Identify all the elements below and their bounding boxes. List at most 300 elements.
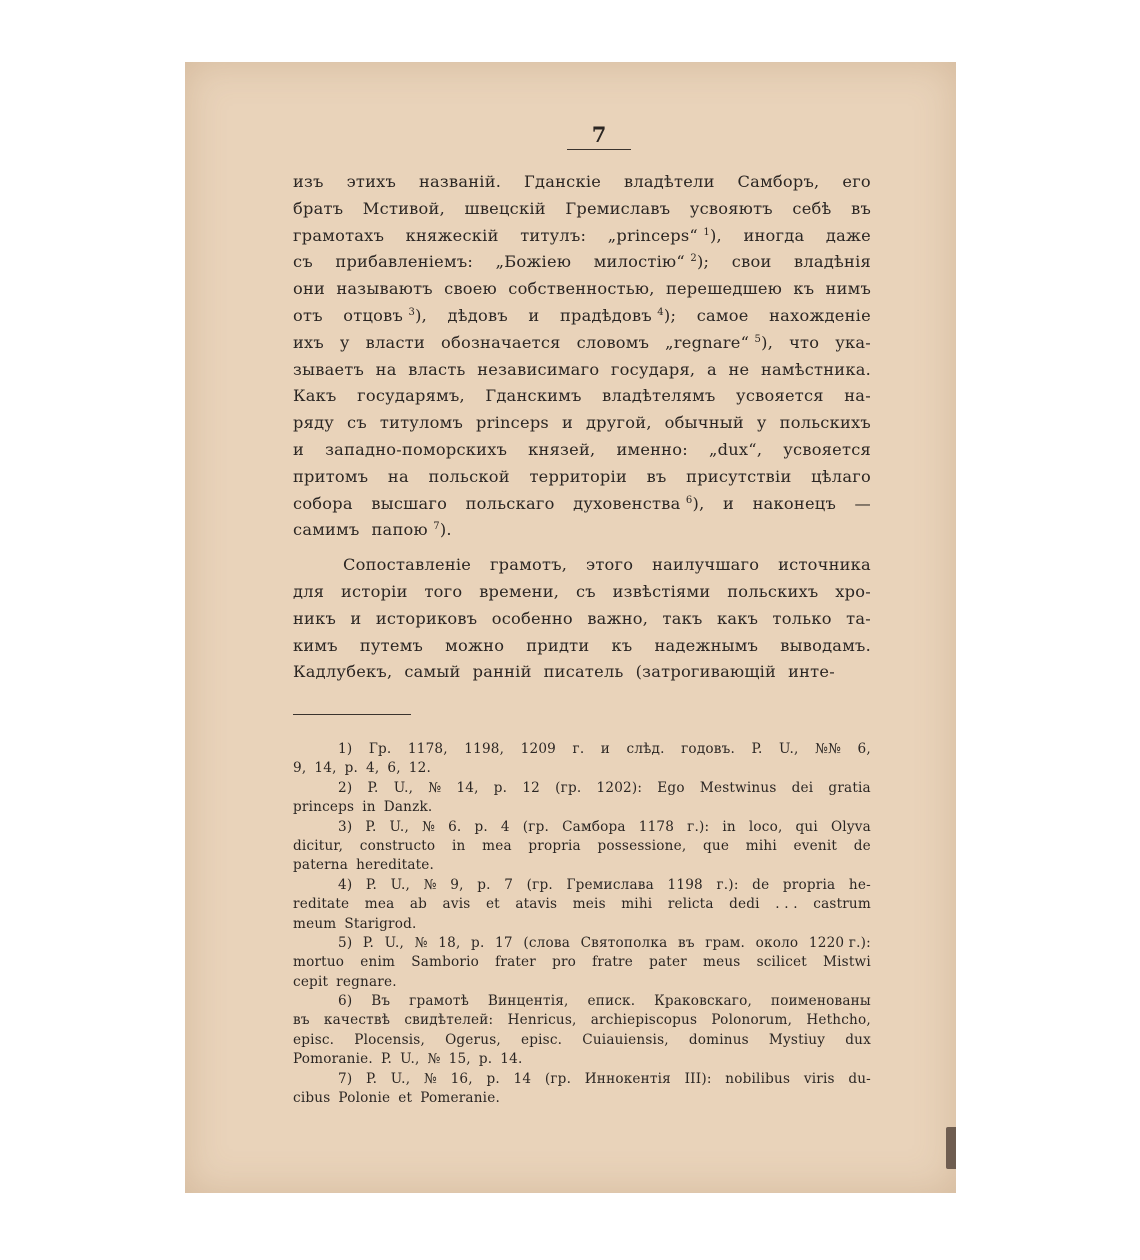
footnote-word: viris	[803, 1070, 835, 1087]
text-line	[293, 196, 871, 223]
footnote-word: №	[423, 1070, 437, 1087]
footnote-word: годовъ.	[681, 741, 735, 757]
text-word: именно:	[616, 439, 688, 459]
text-word: у	[756, 413, 767, 433]
footnote-word: cibus	[293, 1090, 331, 1107]
text-word: отъ	[293, 305, 323, 325]
footnote-word: P.	[362, 934, 375, 951]
footnote-word: 1)	[338, 741, 353, 757]
text-word: прадѣдовъ $^4$);	[559, 305, 677, 325]
text-word: государя,	[610, 359, 696, 379]
footnote-word: Ogerus,	[445, 1031, 501, 1048]
text-word: на	[387, 466, 409, 486]
footnote-word: p.	[344, 760, 359, 777]
footnote-word: enim	[360, 954, 396, 971]
text-line	[293, 517, 871, 544]
text-word: даже	[825, 225, 871, 245]
text-word: владѣтели	[624, 172, 715, 191]
footnote-word: et	[398, 1090, 413, 1107]
footnote-line	[293, 818, 871, 837]
footnote-word: 12	[522, 779, 541, 796]
text-word: этихъ	[346, 172, 397, 191]
text-line	[293, 552, 871, 579]
text-word: прибавленіемъ:	[335, 252, 474, 272]
footnote-word: 1198	[667, 876, 703, 893]
footnote-word: U.,	[393, 779, 414, 796]
footnote-line	[293, 895, 871, 914]
footnote-word: de	[853, 837, 871, 854]
text-word: владѣнія	[794, 252, 871, 272]
text-word: польскихъ	[727, 581, 819, 601]
footnote-word: U.,	[384, 934, 405, 951]
footnote-word: качествѣ	[323, 1012, 391, 1029]
text-word: ука-	[835, 332, 871, 352]
text-word: важно,	[587, 608, 649, 628]
footnote-word: episc.	[293, 1031, 335, 1048]
text-line	[293, 357, 871, 384]
footnote-word: Polonie	[338, 1090, 391, 1107]
footnote-word: Cuiauiensis,	[582, 1031, 669, 1048]
footnote-word: Henricus,	[507, 1012, 577, 1029]
text-word: польской	[428, 466, 510, 486]
text-line	[293, 491, 871, 518]
footnote-word: 18,	[438, 934, 461, 951]
footnote-line	[293, 837, 871, 856]
text-word: путемъ	[359, 635, 424, 655]
text-word: Самборъ,	[737, 172, 820, 191]
footnote-word: Ego	[657, 779, 685, 796]
footnote-word: Plocensis,	[354, 1031, 425, 1048]
text-word: —	[854, 493, 871, 513]
footnote-word: 14,	[314, 760, 337, 777]
footnote-line	[293, 876, 871, 895]
footnote-word: 17	[495, 934, 513, 951]
text-word: обозначается	[440, 332, 561, 352]
text-word: источника	[778, 555, 871, 575]
footnote-line	[293, 740, 871, 759]
footnote-word: Самбора	[562, 818, 626, 835]
footnote-word: свидѣтелей:	[404, 1012, 494, 1029]
footnote-word: scilicet	[756, 954, 807, 971]
text-word: польскихъ	[779, 413, 871, 433]
text-word: самый	[404, 662, 461, 682]
text-line	[293, 633, 871, 660]
footnote-word: 7)	[338, 1070, 353, 1087]
footnote-word: U.,	[400, 1051, 420, 1068]
text-word: владѣтелямъ	[602, 386, 716, 406]
text-word: швецскій	[464, 198, 546, 218]
footnote-word: he-	[848, 876, 871, 893]
footnote-word: Mystiuy	[768, 1031, 826, 1048]
text-word: съ	[347, 413, 367, 433]
footnote-word: frater	[495, 954, 536, 971]
text-word: къ	[611, 635, 633, 655]
footnote-word: dedi	[729, 896, 760, 913]
footnote-word: Danzk.	[383, 799, 433, 816]
footnote-word: archiepiscopus	[590, 1012, 698, 1029]
footnote-word: ab	[409, 896, 428, 913]
text-word: грамотъ,	[489, 555, 568, 575]
footnote-word: U.,	[390, 876, 411, 893]
footnote-word: U.,	[779, 741, 799, 757]
text-word: Сопоставленіе	[343, 555, 472, 575]
footnote-word: nobilibus	[725, 1070, 791, 1087]
text-word: они	[293, 279, 326, 299]
text-word: особенно	[491, 608, 573, 628]
footnote-word: (слова	[523, 934, 571, 951]
text-word: изъ	[293, 172, 324, 191]
text-word: ряду	[293, 413, 335, 433]
footnote-word: Starigrod.	[344, 915, 417, 932]
text-word: и	[561, 413, 573, 433]
footnote-word: Въ	[371, 993, 391, 1010]
footnote-word: №	[427, 1051, 441, 1068]
text-word: инте-	[788, 662, 835, 682]
footnote-word: около	[755, 934, 799, 951]
text-word: западно-поморскихъ	[325, 439, 508, 459]
footnote-line	[293, 1089, 871, 1108]
text-word: дѣдовъ	[447, 305, 508, 325]
footnote-word: regnare.	[336, 973, 397, 990]
text-word: „princeps“ $^1$),	[607, 225, 722, 245]
text-word: „regnare“ $^5$),	[665, 332, 774, 352]
footnote-word: №	[414, 934, 428, 951]
text-word: Кадлубекъ,	[293, 662, 393, 682]
text-word: историковъ	[375, 608, 478, 628]
text-word: какъ	[716, 608, 759, 628]
footnote-word: mea	[364, 896, 395, 913]
footnote-word: p.	[474, 818, 488, 835]
main-text	[293, 169, 871, 686]
text-word: съ	[575, 581, 596, 601]
text-word: наконецъ	[752, 493, 836, 513]
footnote-word: 1198,	[464, 741, 505, 757]
text-word: себѣ	[792, 198, 832, 218]
footnote-word: meis	[572, 896, 606, 913]
text-word: „Божіею	[495, 252, 572, 272]
footnote-word: mea	[482, 837, 512, 854]
footnote-word: 16,	[450, 1070, 473, 1087]
text-word: ранній	[472, 662, 532, 682]
footnote-word: Samborio	[411, 954, 480, 971]
footnote-word: P.	[366, 1070, 378, 1087]
footnote-word: Polonorum,	[711, 1012, 793, 1029]
text-word: можно	[445, 635, 505, 655]
footnote-word: Иннокентія	[584, 1070, 671, 1087]
footnote-word: p.	[486, 1070, 500, 1087]
footnote-word: meus	[703, 954, 741, 971]
footnote-word: in	[451, 837, 466, 854]
text-word: цѣлаго	[811, 466, 871, 486]
footnote-word: gratia	[828, 779, 871, 796]
text-line	[293, 169, 871, 196]
text-word: независимаго	[477, 359, 600, 379]
text-word: (затрогивающій	[635, 662, 777, 682]
footnote-line	[293, 973, 871, 992]
footnote-word: Винцентія,	[487, 993, 569, 1010]
footnote-word: Mistwi	[823, 954, 871, 971]
footnote-word: P.	[365, 818, 377, 835]
footnote-word: cepit	[293, 973, 329, 990]
text-word: княжескій	[405, 225, 499, 245]
footnote-word: Гр.	[368, 741, 392, 757]
text-word: и	[528, 305, 540, 325]
footnote-word: 4	[500, 818, 510, 835]
text-word: princeps	[475, 413, 549, 433]
text-word: власть	[408, 359, 466, 379]
page-edge-mark	[946, 1127, 956, 1169]
footnote-word: Mestwinus	[699, 779, 777, 796]
text-word: времени,	[479, 581, 560, 601]
text-word: милостію“ $^2$);	[593, 252, 710, 272]
footnote-word: dominus	[688, 1031, 749, 1048]
text-word: для	[293, 581, 325, 601]
text-word: польскаго	[465, 493, 555, 513]
footnote-word: (гр.	[526, 876, 553, 893]
footnote-word: possessione,	[597, 837, 687, 854]
text-word: духовенства $^6$),	[573, 493, 705, 513]
text-word: словомъ	[576, 332, 650, 352]
footnote-word: №	[423, 876, 437, 893]
text-word: обычный	[664, 413, 744, 433]
text-line	[293, 464, 871, 491]
footnote-word: episc.	[520, 1031, 563, 1048]
footnote-word: paterna	[293, 857, 349, 874]
footnote-word: dux	[845, 1031, 871, 1048]
footnote-word: in	[722, 818, 736, 835]
text-word: отцовъ $^3$),	[343, 305, 428, 325]
text-word: а	[706, 359, 717, 379]
text-word: этого	[586, 555, 634, 575]
footnote-word: (гр.	[555, 779, 582, 796]
text-word: другой,	[585, 413, 652, 433]
text-word: у	[339, 332, 350, 352]
footnote-line	[293, 1050, 871, 1069]
text-word: не	[728, 359, 750, 379]
footnote-word: de	[752, 876, 770, 893]
footnote-word: 9,	[293, 760, 307, 777]
footnote-word: 1220 г.):	[808, 934, 871, 951]
footnote-word: mihi	[621, 896, 653, 913]
text-line	[293, 437, 871, 464]
text-word: усвояется	[783, 439, 871, 459]
text-word: Мстивой,	[362, 198, 445, 218]
footnote-word: и	[600, 741, 611, 757]
footnote-word: 14	[513, 1070, 532, 1087]
footnote-line	[293, 798, 871, 817]
footnote-word: p.	[477, 876, 491, 893]
text-word: собора	[293, 493, 353, 513]
footnote-word: 14.	[500, 1051, 523, 1068]
footnote-word: fratre	[592, 954, 633, 971]
text-word: усвояется	[736, 386, 824, 406]
text-word: зываетъ	[293, 359, 365, 379]
text-line	[293, 330, 871, 357]
footnote-word: III):	[684, 1070, 712, 1087]
footnotes	[293, 740, 871, 1108]
footnote-separator	[293, 714, 411, 715]
footnote-word: Hethcho,	[806, 1012, 871, 1029]
text-word: территоріи	[529, 466, 628, 486]
book-page	[185, 62, 956, 1193]
text-line	[293, 579, 871, 606]
footnote-word: (гр.	[544, 1070, 572, 1087]
text-word: исторіи	[341, 581, 408, 601]
text-word: извѣстіями	[612, 581, 711, 601]
footnote-line	[293, 856, 871, 875]
footnote-word: atavis	[515, 896, 558, 913]
footnote-word: pater	[649, 954, 687, 971]
footnote-word: въ	[293, 1012, 310, 1029]
footnote-word: p.	[471, 934, 485, 951]
footnote-line	[293, 992, 871, 1011]
footnote-word: г.):	[687, 818, 710, 835]
footnote-line	[293, 915, 871, 934]
text-word: надежнымъ	[654, 635, 759, 655]
text-word: Какъ	[293, 386, 337, 406]
text-word: и	[723, 493, 735, 513]
footnote-word: princeps	[293, 799, 355, 816]
text-word: нимъ	[825, 279, 871, 299]
footnote-word: dei	[791, 779, 814, 796]
footnote-line	[293, 953, 871, 972]
text-word: выводамъ.	[780, 635, 871, 655]
footnote-word: грамотѣ	[409, 993, 469, 1010]
footnote-word: 4,	[366, 760, 380, 777]
text-word: въ	[646, 466, 667, 486]
text-line	[293, 276, 871, 303]
text-line	[293, 383, 871, 410]
text-line	[293, 606, 871, 633]
text-word: названій.	[418, 172, 502, 191]
text-word: называютъ	[336, 279, 433, 299]
footnote-line	[293, 1011, 871, 1030]
text-word: высшаго	[371, 493, 448, 513]
footnote-word: reditate	[293, 896, 350, 913]
footnote-word: слѣд.	[626, 741, 665, 757]
footnote-word: г.	[572, 741, 585, 757]
footnote-word: Olyva	[830, 818, 871, 835]
footnote-line	[293, 779, 871, 798]
footnote-word: castrum	[813, 896, 871, 913]
footnote-line	[293, 759, 871, 778]
footnote-word: Краковскаго,	[654, 993, 753, 1010]
text-word: своею	[444, 279, 497, 299]
footnote-word: 4)	[338, 876, 353, 893]
footnote-line	[293, 934, 871, 953]
text-word: кимъ	[293, 635, 338, 655]
footnote-line	[293, 1070, 871, 1089]
footnote-word: mihi	[745, 837, 777, 854]
footnote-word: propria	[528, 837, 581, 854]
footnote-word: 6.	[448, 818, 462, 835]
footnote-word: propria	[782, 876, 836, 893]
text-word: никъ	[293, 608, 336, 628]
footnote-word: evenit	[793, 837, 838, 854]
footnote-word: . . .	[775, 896, 798, 913]
footnote-word: Святополка	[580, 934, 668, 951]
footnote-word: Гремислава	[566, 876, 654, 893]
text-line	[293, 223, 871, 250]
text-word: папою $^7$).	[371, 520, 452, 540]
text-word: „dux“,	[708, 439, 763, 459]
text-word: его	[842, 172, 871, 191]
text-line	[293, 249, 871, 276]
text-word: Гремиславъ	[565, 198, 671, 218]
footnote-word: P.	[365, 876, 378, 893]
footnote-word: meum	[293, 915, 337, 932]
text-word: та-	[846, 608, 871, 628]
footnote-word: еписк.	[587, 993, 636, 1010]
footnote-word: qui	[795, 818, 818, 835]
text-word: хро-	[835, 581, 871, 601]
footnote-word: 15,	[448, 1051, 471, 1068]
footnote-word: U.,	[390, 1070, 411, 1087]
footnote-word: p.	[478, 1051, 493, 1068]
footnote-word: que	[703, 837, 730, 854]
footnote-word: hereditate.	[356, 857, 435, 874]
footnote-word: 5)	[338, 934, 353, 951]
text-word: наилучшаго	[652, 555, 760, 575]
footnote-word: грам.	[705, 934, 746, 951]
text-word: такъ	[662, 608, 703, 628]
footnote-word: loco,	[748, 818, 783, 835]
footnote-word: avis	[442, 896, 471, 913]
footnote-word: 9,	[450, 876, 464, 893]
text-word: на-	[844, 386, 871, 406]
text-word: что	[789, 332, 820, 352]
text-word: нахожденіе	[769, 305, 871, 325]
text-word: грамотахъ	[293, 225, 385, 245]
footnote-word: 1209	[520, 741, 557, 757]
footnote-word: Pomoranie.	[293, 1051, 373, 1068]
text-word: усвояютъ	[689, 198, 773, 218]
text-word: намѣстника.	[760, 359, 871, 379]
text-word: самимъ	[293, 520, 360, 540]
footnote-word: constructo	[359, 837, 436, 854]
text-word: князей,	[528, 439, 596, 459]
text-word: Гданскіе	[524, 172, 602, 191]
text-word: къ	[793, 279, 815, 299]
footnote-word: P.	[751, 741, 763, 757]
footnote-word: №№	[814, 741, 842, 757]
footnote-line	[293, 1031, 871, 1050]
footnote-word: 3)	[338, 818, 353, 835]
text-word: присутствіи	[686, 466, 792, 486]
text-word: въ	[851, 198, 871, 218]
text-word: братъ	[293, 198, 344, 218]
footnote-word: 1178	[638, 818, 675, 835]
footnote-word: 6,	[387, 760, 401, 777]
text-word: свои	[731, 252, 772, 272]
footnote-word: 1178,	[407, 741, 448, 757]
text-line	[293, 659, 871, 686]
footnote-word: 6)	[338, 993, 353, 1010]
footnote-word: et	[485, 896, 500, 913]
text-word: писатель	[543, 662, 624, 682]
text-word: перешедшею	[665, 279, 783, 299]
footnote-word: 12.	[408, 760, 431, 777]
footnote-word: mortuo	[293, 954, 345, 971]
footnote-word: №	[421, 818, 436, 835]
footnote-word: 14,	[456, 779, 479, 796]
text-line	[293, 303, 871, 330]
footnote-word: dicitur,	[293, 837, 344, 854]
footnote-word: 6,	[857, 741, 871, 757]
page-number: 7	[567, 122, 631, 150]
text-word: власти	[365, 332, 426, 352]
text-word: государямъ,	[357, 386, 465, 406]
